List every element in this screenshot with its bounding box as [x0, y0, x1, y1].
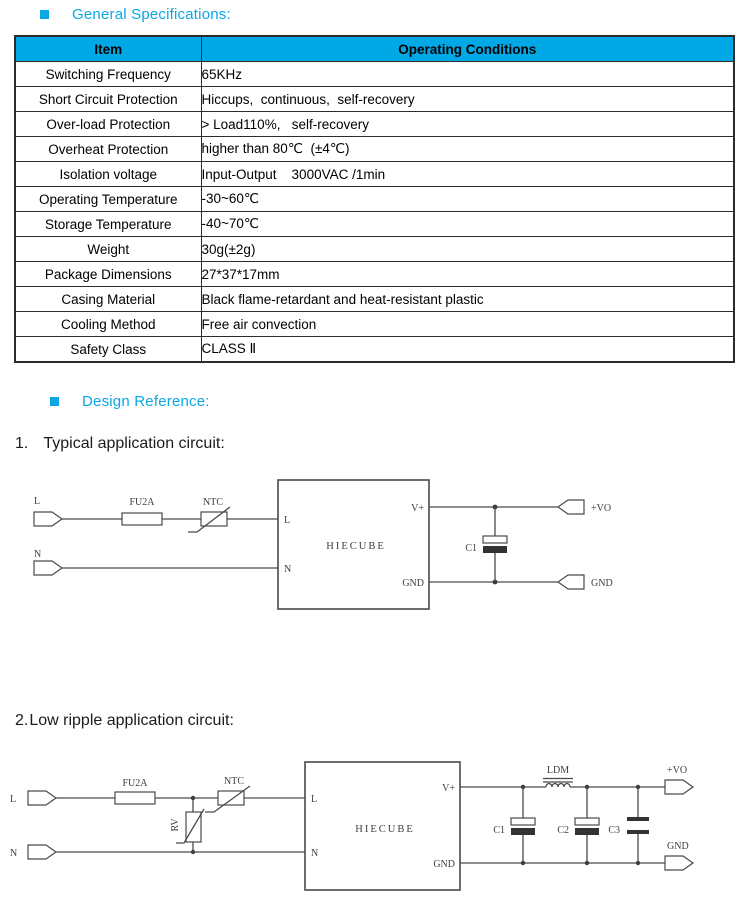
table-row — [15, 187, 734, 212]
inductor-label: LDM — [546, 765, 570, 776]
output-terminal-vo — [665, 780, 693, 794]
section-title: Design Reference: — [82, 393, 210, 410]
section-bullet-icon — [40, 10, 49, 19]
output-terminal-gnd — [558, 575, 584, 589]
table-header-row — [15, 36, 734, 62]
table-row — [15, 112, 734, 137]
pin-gnd-label: GND — [433, 859, 455, 870]
spec-value: Black flame-retardant and heat-resistant plastic — [201, 287, 734, 312]
pin-vplus-label: V+ — [411, 503, 424, 514]
col-header-operating-conditions: Operating Conditions — [201, 36, 734, 62]
input-terminal-n — [34, 561, 62, 575]
table-row — [15, 87, 734, 112]
ntc-label: NTC — [203, 497, 223, 508]
table-row — [15, 312, 734, 337]
output-vo-label: +VO — [667, 765, 688, 776]
c2-plate-top — [575, 818, 599, 825]
table-row — [15, 337, 734, 363]
c1-plate-bottom — [483, 546, 507, 553]
c3-plate-top — [627, 817, 649, 821]
varistor-label: RV — [170, 818, 181, 832]
input-terminal-l — [34, 512, 62, 526]
output-terminal-gnd — [665, 856, 693, 870]
spec-value: > Load110%, self-recovery — [201, 112, 734, 137]
spec-item: Cooling Method — [15, 312, 201, 337]
c1-label: C1 — [465, 543, 477, 554]
spec-item: Package Dimensions — [15, 262, 201, 287]
section-bullet-icon — [50, 397, 59, 406]
circuit1-caption — [15, 435, 225, 453]
spec-item: Operating Temperature — [15, 187, 201, 212]
table-row — [15, 237, 734, 262]
spec-item: Storage Temperature — [15, 212, 201, 237]
pin-n-label: N — [311, 848, 319, 859]
input-n-label: N — [10, 848, 18, 859]
spec-value: -30~60℃ — [201, 187, 734, 212]
spec-value: 30g(±2g) — [201, 237, 734, 262]
low-ripple-application-circuit-diagram — [0, 755, 750, 912]
spec-value: Free air convection — [201, 312, 734, 337]
spec-item: Overheat Protection — [15, 137, 201, 162]
input-n-label: N — [34, 549, 42, 560]
design-reference-heading — [50, 393, 210, 410]
caption-number: 2. — [15, 712, 29, 729]
input-terminal-n — [28, 845, 56, 859]
inductor-coil — [546, 784, 570, 788]
pin-n-label: N — [284, 564, 292, 575]
c1-plate-bottom — [511, 828, 535, 835]
circuit2-caption — [15, 712, 234, 730]
junction-dot — [191, 796, 195, 800]
c2-plate-bottom — [575, 828, 599, 835]
c3-label: C3 — [608, 825, 620, 836]
module-label: HIECUBE — [326, 541, 386, 552]
spec-value: -40~70℃ — [201, 212, 734, 237]
col-header-item: Item — [15, 36, 201, 62]
fuse-label: FU2A — [122, 778, 148, 789]
input-l-label: L — [34, 496, 41, 507]
spec-item: Switching Frequency — [15, 62, 201, 87]
table-row — [15, 262, 734, 287]
spec-item: Isolation voltage — [15, 162, 201, 187]
pin-l-label: L — [284, 515, 291, 526]
c3-plate-bottom — [627, 830, 649, 834]
pin-l-label: L — [311, 794, 318, 805]
inductor-core-bars — [543, 779, 573, 783]
output-vo-label: +VO — [591, 503, 612, 514]
table-row — [15, 287, 734, 312]
input-terminal-l — [28, 791, 56, 805]
ntc-label: NTC — [224, 776, 244, 787]
table-row — [15, 212, 734, 237]
caption-number: 1. — [15, 435, 29, 452]
c1-plate-top — [483, 536, 507, 543]
general-specifications-heading — [40, 6, 231, 23]
c2-label: C2 — [557, 825, 569, 836]
spec-item: Weight — [15, 237, 201, 262]
typical-application-circuit-diagram — [0, 465, 750, 625]
spec-item: Casing Material — [15, 287, 201, 312]
pin-vplus-label: V+ — [442, 783, 455, 794]
table-row — [15, 137, 734, 162]
output-gnd-label: GND — [591, 578, 613, 589]
spec-item: Over-load Protection — [15, 112, 201, 137]
output-terminal-vo — [558, 500, 584, 514]
spec-value: 27*37*17mm — [201, 262, 734, 287]
caption-text: Typical application circuit: — [43, 435, 225, 452]
c1-plate-top — [511, 818, 535, 825]
output-gnd-label: GND — [667, 841, 689, 852]
fuse-label: FU2A — [129, 497, 155, 508]
caption-text: Low ripple application circuit: — [29, 712, 234, 729]
table-row — [15, 62, 734, 87]
fuse-symbol — [122, 513, 162, 525]
c1-label: C1 — [493, 825, 505, 836]
spec-value: Input-Output 3000VAC /1min — [201, 162, 734, 187]
table-row — [15, 162, 734, 187]
pin-gnd-label: GND — [402, 578, 424, 589]
spec-value: Hiccups, continuous, self-recovery — [201, 87, 734, 112]
input-l-label: L — [10, 794, 17, 805]
module-label: HIECUBE — [355, 824, 415, 835]
spec-item: Safety Class — [15, 337, 201, 363]
section-title: General Specifications: — [72, 6, 231, 23]
spec-value: higher than 80℃ (±4℃) — [201, 137, 734, 162]
spec-item: Short Circuit Protection — [15, 87, 201, 112]
fuse-symbol — [115, 792, 155, 804]
spec-value: CLASS Ⅱ — [201, 337, 734, 363]
spec-table — [14, 35, 735, 363]
spec-value: 65KHz — [201, 62, 734, 87]
